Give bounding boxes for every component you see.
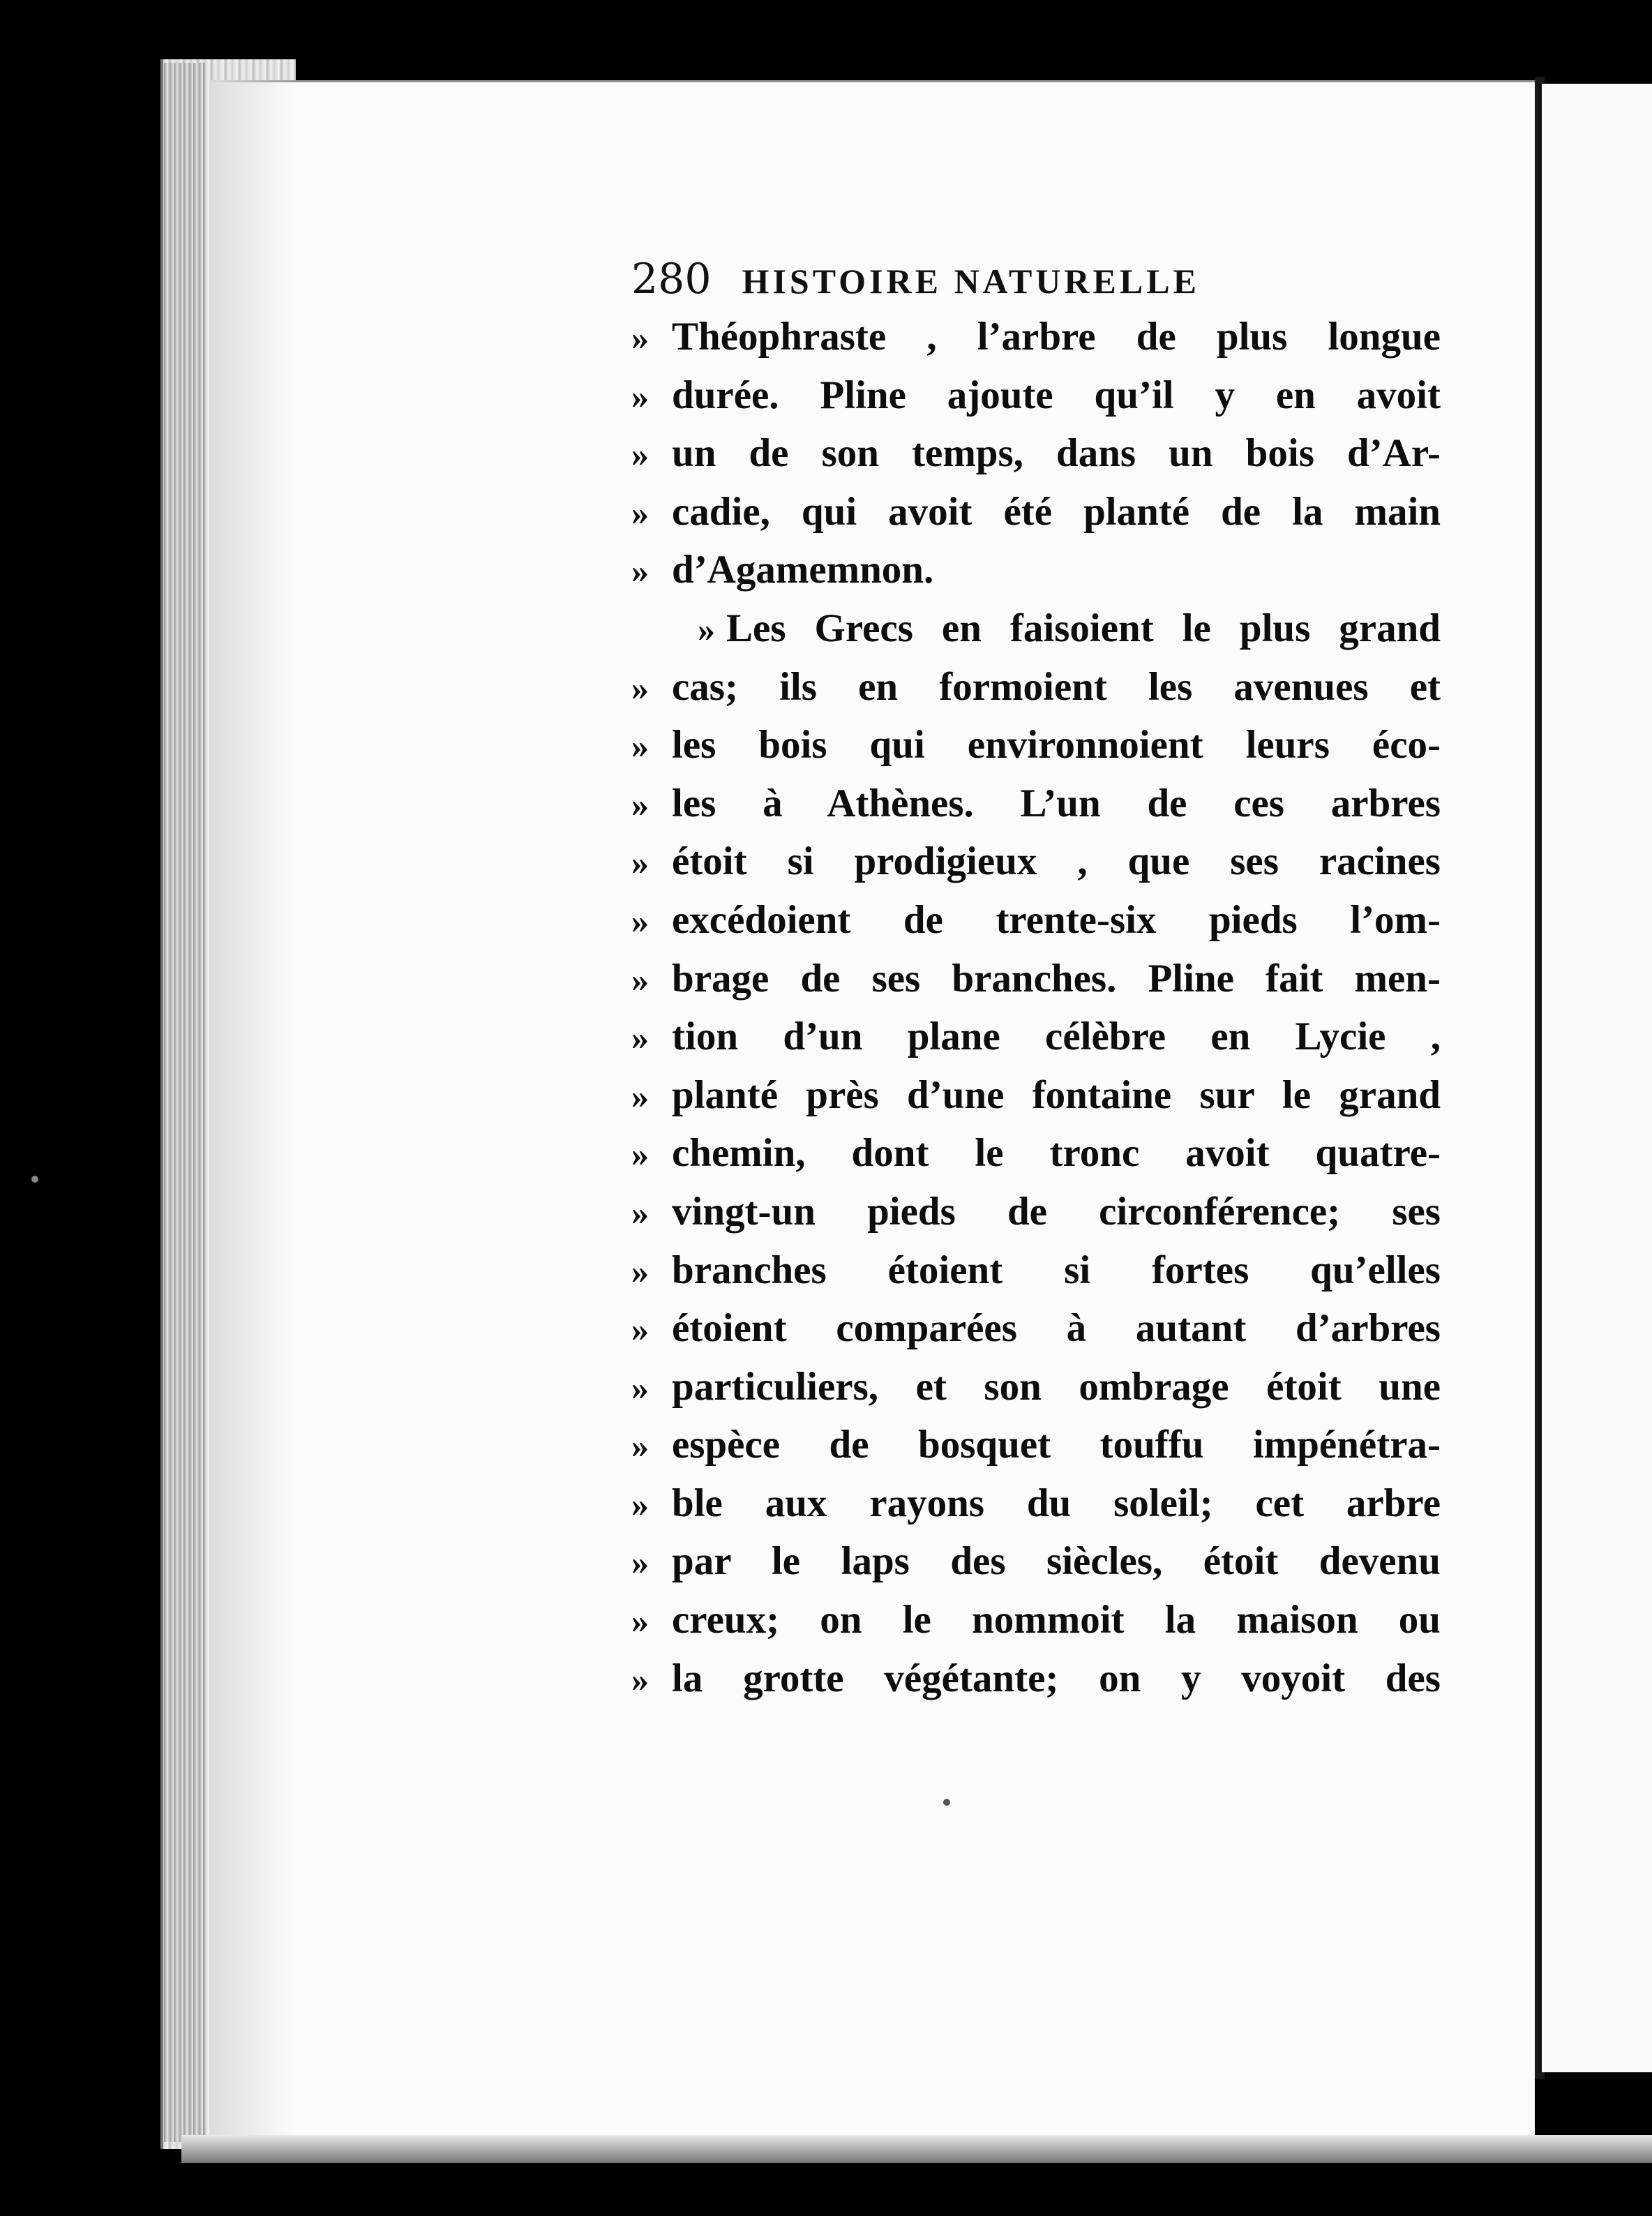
quote-mark: » — [631, 668, 649, 708]
bottom-page-edge — [181, 2135, 1652, 2163]
line-text: espèce de bosquet touffu impénétra- — [672, 1423, 1441, 1467]
text-line — [631, 1474, 1441, 1533]
page-number: 280 — [631, 255, 712, 304]
quote-mark: » — [631, 1018, 649, 1058]
line-text: d’Agamemnon. — [672, 548, 934, 592]
text-line — [631, 1532, 1441, 1591]
text-line — [631, 716, 1441, 774]
text-line — [631, 1358, 1441, 1416]
line-text: durée. Pline ajoute qu’il y en avoit — [672, 373, 1441, 417]
quote-mark: » — [631, 959, 649, 999]
line-text: planté près d’une fontaine sur le grand — [672, 1072, 1441, 1117]
line-text: cas; ils en formoient les avenues et — [672, 664, 1441, 709]
text-line — [631, 308, 1441, 366]
line-text: Les Grecs en faisoient le plus grand — [726, 606, 1441, 650]
text-line — [631, 1183, 1441, 1241]
text-line — [631, 1591, 1441, 1649]
text-line — [631, 658, 1441, 717]
line-text: étoit si prodigieux , que ses racines — [672, 839, 1441, 884]
line-text: branches étoient si fortes qu’elles — [672, 1248, 1441, 1292]
quote-mark: » — [631, 1601, 649, 1641]
quote-mark: » — [698, 609, 715, 649]
text-line — [631, 366, 1441, 425]
line-text: les à Athènes. L’un de ces arbres — [672, 781, 1441, 825]
quote-mark: » — [631, 493, 649, 532]
line-text: vingt-un pieds de circonférence; ses — [672, 1189, 1441, 1234]
text-line — [631, 483, 1441, 541]
text-line — [631, 599, 1441, 658]
gutter-shade — [209, 80, 293, 2135]
line-text: cadie, qui avoit été planté de la main — [672, 489, 1441, 534]
quote-mark: » — [631, 1426, 649, 1466]
running-head: HISTOIRE NATURELLE — [742, 262, 1200, 301]
quote-mark: » — [631, 1368, 649, 1407]
line-text: par le laps des siècles, étoit devenu — [672, 1539, 1441, 1584]
ink-speck — [943, 1799, 950, 1806]
quote-mark: » — [631, 435, 649, 474]
text-line — [631, 1241, 1441, 1300]
quote-mark: » — [631, 318, 649, 357]
quote-mark: » — [631, 1484, 649, 1524]
line-text: excédoient de trente-six pieds l’om- — [672, 897, 1441, 942]
text-line — [631, 1008, 1441, 1066]
text-line — [631, 1416, 1441, 1474]
line-text: la grotte végétante; on y voyoit des — [672, 1656, 1441, 1700]
line-text: les bois qui environnoient leurs éco- — [672, 723, 1441, 768]
text-line — [631, 1649, 1441, 1708]
text-line — [631, 832, 1441, 891]
line-text: chemin, dont le tronc avoit quatre- — [672, 1131, 1441, 1176]
facing-page-edge — [1538, 84, 1652, 2072]
text-line — [631, 1299, 1441, 1358]
page-edges-shadow — [164, 63, 206, 2142]
line-text: creux; on le nommoit la maison ou — [672, 1598, 1441, 1642]
quote-mark: » — [631, 726, 649, 766]
text-line — [631, 774, 1441, 833]
quote-mark: » — [631, 901, 649, 941]
text-line — [631, 424, 1441, 483]
page-header — [631, 255, 1441, 304]
quote-mark: » — [631, 1251, 649, 1291]
quote-mark: » — [631, 784, 649, 824]
quote-mark: » — [631, 1076, 649, 1116]
text-line — [631, 891, 1441, 950]
ink-speck — [31, 1176, 38, 1183]
text-line — [631, 1066, 1441, 1125]
page-text — [631, 255, 1441, 1707]
quote-mark: » — [631, 1310, 649, 1349]
quote-mark: » — [631, 1543, 649, 1582]
text-line — [631, 541, 1441, 599]
line-text: brage de ses branches. Pline fait men- — [672, 956, 1441, 1001]
quote-mark: » — [631, 376, 649, 416]
text-line — [631, 1124, 1441, 1183]
quote-mark: » — [631, 1192, 649, 1232]
quote-mark: » — [631, 551, 649, 591]
line-text: étoient comparées à autant d’arbres — [672, 1306, 1441, 1351]
quote-mark: » — [631, 843, 649, 883]
line-text: ble aux rayons du soleil; cet arbre — [672, 1481, 1441, 1525]
line-text: particuliers, et son ombrage étoit une — [672, 1364, 1441, 1409]
quote-mark: » — [631, 1659, 649, 1699]
text-line — [631, 950, 1441, 1008]
line-text: tion d’un plane célèbre en Lycie , — [672, 1015, 1441, 1059]
line-text: un de son temps, dans un bois d’Ar- — [672, 431, 1441, 476]
line-text: Théophraste , l’arbre de plus longue — [672, 315, 1441, 359]
quote-mark: » — [631, 1135, 649, 1174]
